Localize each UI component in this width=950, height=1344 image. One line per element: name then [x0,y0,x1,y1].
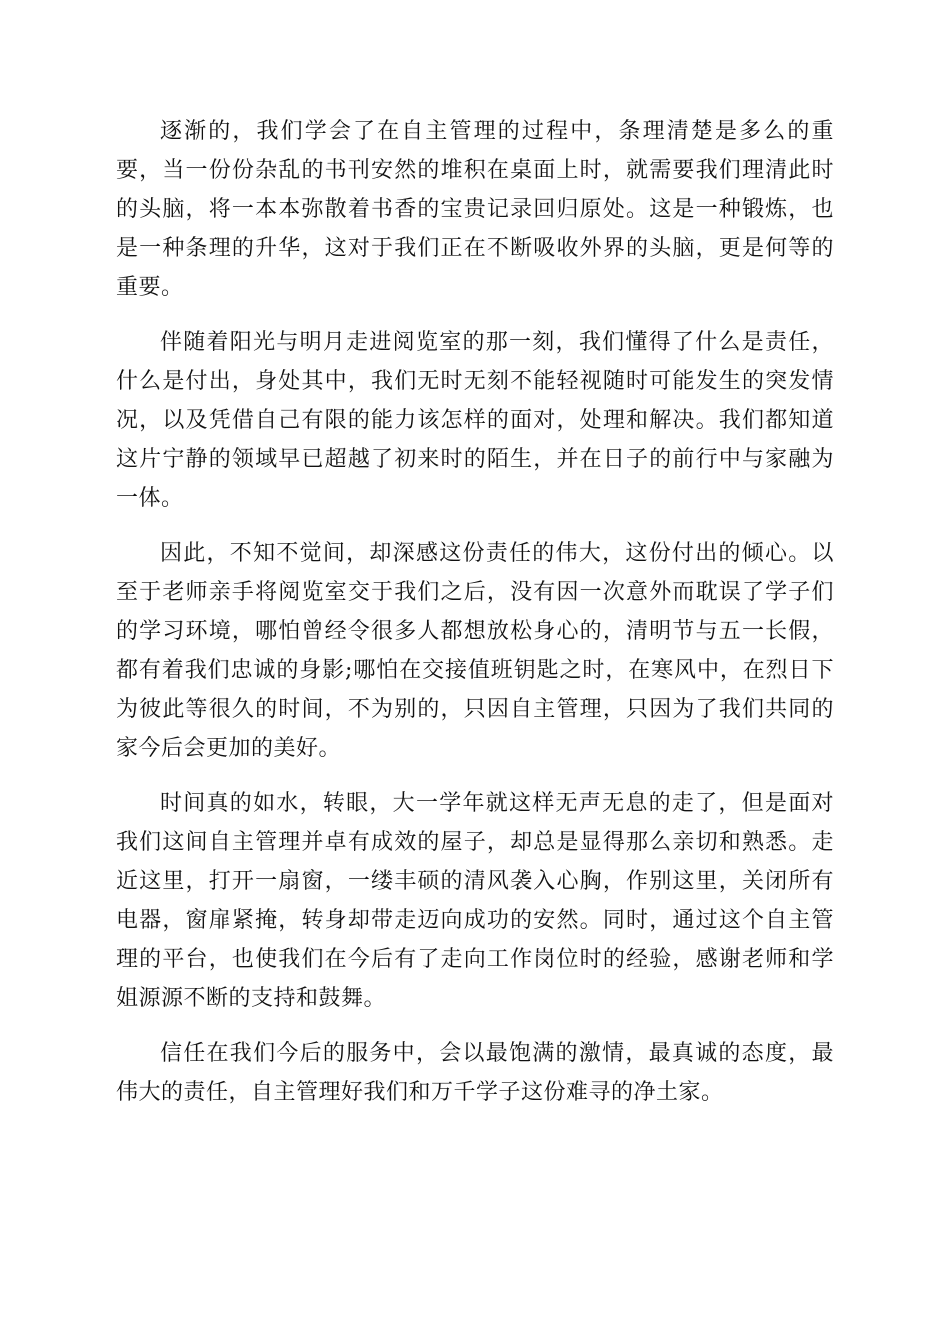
document-page [116,112,834,1128]
paragraph: 时间真的如水，转眼，大一学年就这样无声无息的走了，但是面对我们这间自主管理并卓有成效的屋子，却总是显得那么亲切和熟悉。走近这里，打开一扇窗，一缕丰硕的清风袭入心胸，作别这里，关闭所有电器，窗扉紧掩，转身却带走迈向成功的安然。同时，通过这个自主管理的平台，也使我们在今后有了走向工作岗位时的经验，感谢老师和学姐源源不断的支持和鼓舞。 [116,791,834,1011]
paragraph: 伴随着阳光与明月走进阅览室的那一刻，我们懂得了什么是责任，什么是付出，身处其中，我们无时无刻不能轻视随时可能发生的突发情况，以及凭借自己有限的能力该怎样的面对，处理和解决。我们都知道这片宁静的领域早已超越了初来时的陌生，并在日子的前行中与家融为一体。 [116,330,834,511]
paragraph: 因此，不知不觉间，却深感这份责任的伟大，这份付出的倾心。以至于老师亲手将阅览室交于我们之后，没有因一次意外而耽误了学子们的学习环境，哪怕曾经令很多人都想放松身心的，清明节与五一长假，都有着我们忠诚的身影;哪怕在交接值班钥匙之时，在寒风中，在烈日下为彼此等很久的时间，不为别的，只因自主管理，只因为了我们共同的家今后会更加的美好。 [116,541,834,761]
paragraph: 信任在我们今后的服务中，会以最饱满的激情，最真诚的态度，最伟大的责任，自主管理好我们和万千学子这份难寻的净土家。 [116,1041,834,1105]
paragraph: 逐渐的，我们学会了在自主管理的过程中，条理清楚是多么的重要，当一份份杂乱的书刊安然的堆积在桌面上时，就需要我们理清此时的头脑，将一本本弥散着书香的宝贵记录回归原处。这是一种锻炼，也是一种条理的升华，这对于我们正在不断吸收外界的头脑，更是何等的重要。 [116,119,834,300]
